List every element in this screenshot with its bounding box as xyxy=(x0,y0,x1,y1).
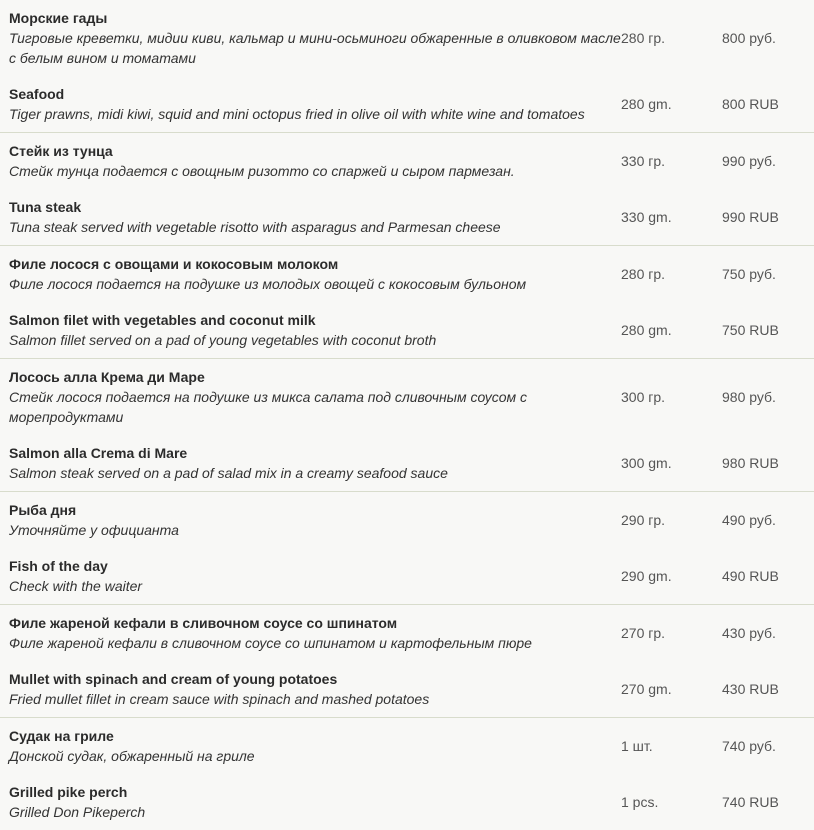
item-text xyxy=(9,8,621,68)
item-price: 980 руб. xyxy=(722,389,776,405)
menu-item-en xyxy=(0,76,814,132)
menu-item-en xyxy=(0,189,814,245)
menu-item-en xyxy=(0,435,814,491)
item-weight: 270 гр. xyxy=(621,625,666,641)
item-weight: 330 гр. xyxy=(621,153,666,169)
item-name: Филе жареной кефали в сливочном соусе со шпинатом xyxy=(9,615,398,631)
item-description: Tuna steak served with vegetable risotto with asparagus and Parmesan cheese xyxy=(9,219,501,235)
item-name: Морские гады xyxy=(9,10,108,26)
menu-item-ru xyxy=(0,718,814,774)
item-text xyxy=(9,443,621,483)
item-weight: 1 pcs. xyxy=(621,794,659,810)
item-price: 800 RUB xyxy=(722,96,779,112)
item-weight: 1 шт. xyxy=(621,738,653,754)
item-weight: 280 gm. xyxy=(621,96,672,112)
item-weight: 280 gm. xyxy=(621,322,672,338)
item-text xyxy=(9,726,621,766)
item-price: 800 руб. xyxy=(722,30,776,46)
item-text xyxy=(9,310,621,350)
menu-item-en xyxy=(0,774,814,830)
item-text xyxy=(9,613,621,653)
menu-group xyxy=(0,605,814,718)
menu-group xyxy=(0,359,814,492)
item-weight: 330 gm. xyxy=(621,209,672,225)
item-weight: 290 гр. xyxy=(621,512,666,528)
item-text xyxy=(9,782,621,822)
item-text xyxy=(9,367,621,427)
item-text xyxy=(9,197,621,237)
item-description: Salmon steak served on a pad of salad mix in a creamy seafood sauce xyxy=(9,465,448,481)
item-name: Salmon alla Crema di Mare xyxy=(9,445,188,461)
item-name: Рыба дня xyxy=(9,502,77,518)
item-price: 490 RUB xyxy=(722,568,779,584)
menu-group xyxy=(0,0,814,133)
item-name: Лосось алла Крема ди Маре xyxy=(9,369,205,385)
menu-item-en xyxy=(0,302,814,358)
item-text xyxy=(9,254,621,294)
item-name: Fish of the day xyxy=(9,558,108,574)
menu-item-ru xyxy=(0,246,814,302)
item-price: 740 руб. xyxy=(722,738,776,754)
item-price: 430 руб. xyxy=(722,625,776,641)
item-price: 740 RUB xyxy=(722,794,779,810)
item-description: Grilled Don Pikeperch xyxy=(9,804,146,820)
item-name: Salmon filet with vegetables and coconut milk xyxy=(9,312,316,328)
item-text xyxy=(9,669,621,709)
item-price: 750 руб. xyxy=(722,266,776,282)
item-weight: 280 гр. xyxy=(621,30,666,46)
item-price: 990 руб. xyxy=(722,153,776,169)
menu-item-ru xyxy=(0,133,814,189)
item-description: Salmon fillet served on a pad of young vegetables with coconut broth xyxy=(9,332,437,348)
item-description: Check with the waiter xyxy=(9,578,143,594)
menu-item-ru xyxy=(0,605,814,661)
menu-group xyxy=(0,718,814,830)
item-name: Tuna steak xyxy=(9,199,82,215)
item-price: 430 RUB xyxy=(722,681,779,697)
item-description: Филе жареной кефали в сливочном соусе со шпинатом и картофельным пюре xyxy=(9,635,532,651)
item-text xyxy=(9,500,621,540)
item-name: Mullet with spinach and cream of young potatoes xyxy=(9,671,338,687)
item-text xyxy=(9,556,621,596)
item-text xyxy=(9,84,621,124)
item-name: Филе лосося с овощами и кокосовым молоком xyxy=(9,256,339,272)
menu-group xyxy=(0,133,814,246)
item-description: Tiger prawns, midi kiwi, squid and mini octopus fried in olive oil with white wine and tomatoes xyxy=(9,106,585,122)
menu-item-en xyxy=(0,548,814,604)
item-price: 490 руб. xyxy=(722,512,776,528)
item-text xyxy=(9,141,621,181)
item-name: Стейк из тунца xyxy=(9,143,113,159)
menu-group xyxy=(0,492,814,605)
item-weight: 270 gm. xyxy=(621,681,672,697)
item-weight: 300 гр. xyxy=(621,389,666,405)
item-weight: 300 gm. xyxy=(621,455,672,471)
item-description: Уточняйте у официанта xyxy=(9,522,179,538)
item-price: 980 RUB xyxy=(722,455,779,471)
menu-item-ru xyxy=(0,0,814,76)
item-name: Судак на гриле xyxy=(9,728,114,744)
item-weight: 280 гр. xyxy=(621,266,666,282)
item-name: Seafood xyxy=(9,86,65,102)
menu-item-ru xyxy=(0,492,814,548)
menu-item-en xyxy=(0,661,814,717)
item-price: 750 RUB xyxy=(722,322,779,338)
item-price: 990 RUB xyxy=(722,209,779,225)
item-description: Стейк лосося подается на подушке из микса салата под сливочным соусом с морепродуктами xyxy=(9,389,528,425)
menu-item-ru xyxy=(0,359,814,435)
item-weight: 290 gm. xyxy=(621,568,672,584)
item-description: Стейк тунца подается с овощным ризотто со спаржей и сыром пармезан. xyxy=(9,163,515,179)
item-description: Тигровые креветки, мидии киви, кальмар и мини-осьминоги обжаренные в оливковом масле с белым вином и томатами xyxy=(9,30,621,66)
item-name: Grilled pike perch xyxy=(9,784,128,800)
item-description: Донской судак, обжаренный на гриле xyxy=(9,748,255,764)
item-description: Филе лосося подается на подушке из молодых овощей с кокосовым бульоном xyxy=(9,276,527,292)
item-description: Fried mullet fillet in cream sauce with spinach and mashed potatoes xyxy=(9,691,430,707)
menu-group xyxy=(0,246,814,359)
